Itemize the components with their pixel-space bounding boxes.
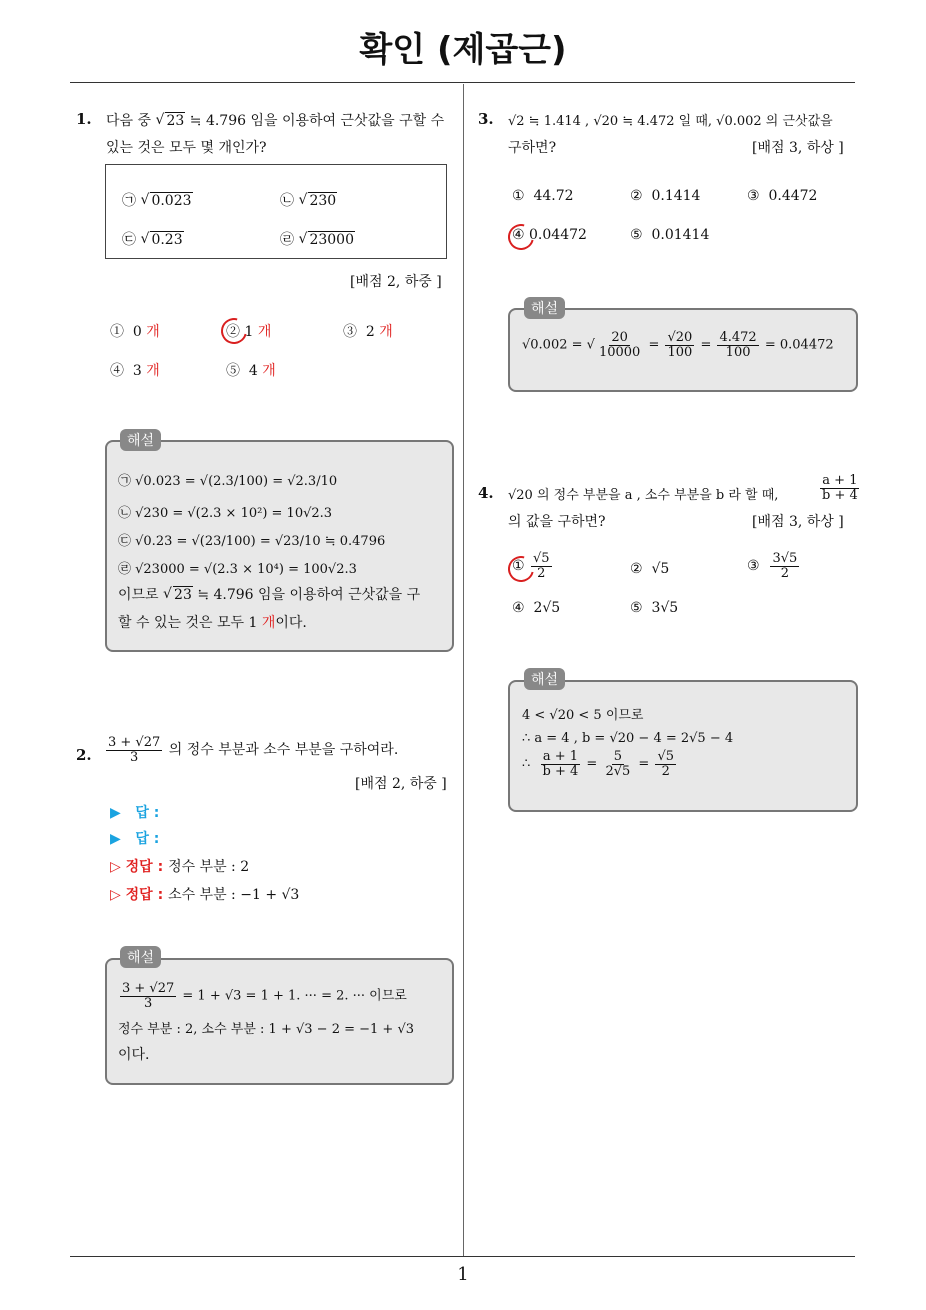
question-3-stem: √2 ≒ 1.414 , √20 ≒ 4.472 일 때, √0.002 의 근삿값을 xyxy=(508,114,833,129)
q1-solution-line-5: 이므로 √ 23 ≒ 4.796 임을 이용하여 근삿값을 구 xyxy=(118,584,420,604)
q4-solution-line-1: 4 < √20 < 5 이므로 xyxy=(522,708,644,723)
q4-choice-5[interactable]: ⑤ 3√5 xyxy=(630,600,679,616)
question-3-stem-line2: 구하면? xyxy=(508,140,557,156)
answer-key-1: ▷ 정답 : 정수 부분 : 2 xyxy=(110,859,250,875)
q4-choice-1[interactable]: ① $\frac{√5}{2}$ xyxy=(512,551,550,581)
q1-solution-line-1: ㉠ √0.023 = √(2.3/100) = √2.3/10 xyxy=(118,474,338,489)
q4-choice-3[interactable]: ③ $\frac{3√5}{2}$ xyxy=(747,551,798,581)
q2-solution-line-3: 이다. xyxy=(118,1047,150,1063)
question-4-score: [배점 3, 하상 ] xyxy=(752,514,844,530)
box-item-3: ㉢ √ 0.23 xyxy=(122,229,184,249)
answer-line-2[interactable]: ▶ 답 : xyxy=(110,831,160,847)
q4-solution-line-3: ∴ $\frac{a + 1}{b + 4}$ = $\frac{5}{2√5}$ = $\frac{√5}{2}$ xyxy=(522,749,675,779)
q3-solution-line: √0.002 = √ $\frac{20}{10000}$ = $\frac{√20}{100}$ = $\frac{4.472}{100}$ = 0.04472 xyxy=(522,330,834,360)
question-1-number: 1. xyxy=(76,110,92,128)
q1-choice-1[interactable]: ① 0 개 xyxy=(110,324,160,340)
q2-solution-line-1: $\frac{3 + √27}{3}$ = 1 + √3 = 1 + 1. ··· = 2. ··· 이므로 xyxy=(122,981,407,1011)
question-2-score: [배점 2, 하중 ] xyxy=(355,776,447,792)
q1-solution-line-2: ㉡ √230 = √(2.3 × 10²) = 10√2.3 xyxy=(118,506,333,521)
question-4-fraction: $\frac{a + 1}{b + 4}$ xyxy=(822,473,858,503)
question-1-stem: 다음 중 √ 23 ≒ 4.796 임을 이용하여 근삿값을 구할 수 xyxy=(106,110,444,130)
q1-choice-2[interactable]: ② 1 개 xyxy=(226,324,272,340)
question-2-stem: $\frac{3 + √27}{3}$ 의 정수 부분과 소수 부분을 구하여라. xyxy=(108,735,399,765)
q2-solution-line-2: 정수 부분 : 2, 소수 부분 : 1 + √3 − 2 = −1 + √3 xyxy=(118,1022,414,1037)
question-4-solution-box xyxy=(508,680,858,812)
solution-tag: 해설 xyxy=(524,297,565,319)
question-3-number: 3. xyxy=(478,110,494,128)
q4-choice-4[interactable]: ④ 2√5 xyxy=(512,600,561,616)
solution-tag: 해설 xyxy=(524,668,565,690)
question-1-score: [배점 2, 하중 ] xyxy=(350,274,442,290)
q3-choice-4[interactable]: ④ 0.04472 xyxy=(512,227,587,243)
solution-tag: 해설 xyxy=(120,946,161,968)
column-divider xyxy=(463,84,464,1257)
q4-solution-line-2: ∴ a = 4 , b = √20 − 4 = 2√5 − 4 xyxy=(522,731,734,746)
question-4-number: 4. xyxy=(478,484,494,502)
question-4-stem-line2: 의 값을 구하면? xyxy=(508,514,606,530)
box-item-2: ㉡ √ 230 xyxy=(280,190,337,210)
question-4-stem: √20 의 정수 부분을 a , 소수 부분을 b 라 할 때, xyxy=(508,488,779,503)
answer-line-1[interactable]: ▶ 답 : xyxy=(110,805,160,821)
q1-choice-5[interactable]: ⑤ 4 개 xyxy=(226,363,276,379)
q4-choice-2[interactable]: ② √5 xyxy=(630,561,670,577)
box-item-4: ㉣ √ 23000 xyxy=(280,229,355,249)
q1-solution-line-4: ㉣ √23000 = √(2.3 × 10⁴) = 100√2.3 xyxy=(118,562,357,577)
header-rule xyxy=(70,82,855,83)
question-1-stem-line2: 있는 것은 모두 몇 개인가? xyxy=(106,140,267,156)
answer-key-2: ▷ 정답 : 소수 부분 : −1 + √3 xyxy=(110,887,300,903)
q1-solution-line-6: 할 수 있는 것은 모두 1 개이다. xyxy=(118,615,307,631)
solution-tag: 해설 xyxy=(120,429,161,451)
question-3-score: [배점 3, 하상 ] xyxy=(752,140,844,156)
q1-solution-line-3: ㉢ √0.23 = √(23/100) = √23/10 ≒ 0.4796 xyxy=(118,534,386,549)
q1-choice-3[interactable]: ③ 2 개 xyxy=(343,324,393,340)
question-2-number: 2. xyxy=(76,746,92,764)
page-number: 1 xyxy=(457,1264,469,1285)
footer-rule xyxy=(70,1256,855,1257)
q3-choice-3[interactable]: ③ 0.4472 xyxy=(747,188,818,204)
q3-choice-2[interactable]: ② 0.1414 xyxy=(630,188,701,204)
q1-choice-4[interactable]: ④ 3 개 xyxy=(110,363,160,379)
q3-choice-5[interactable]: ⑤ 0.01414 xyxy=(630,227,710,243)
page-title: 확인 (제곱근) xyxy=(359,30,567,70)
q3-choice-1[interactable]: ① 44.72 xyxy=(512,188,574,204)
box-item-1: ㉠ √ 0.023 xyxy=(122,190,193,210)
